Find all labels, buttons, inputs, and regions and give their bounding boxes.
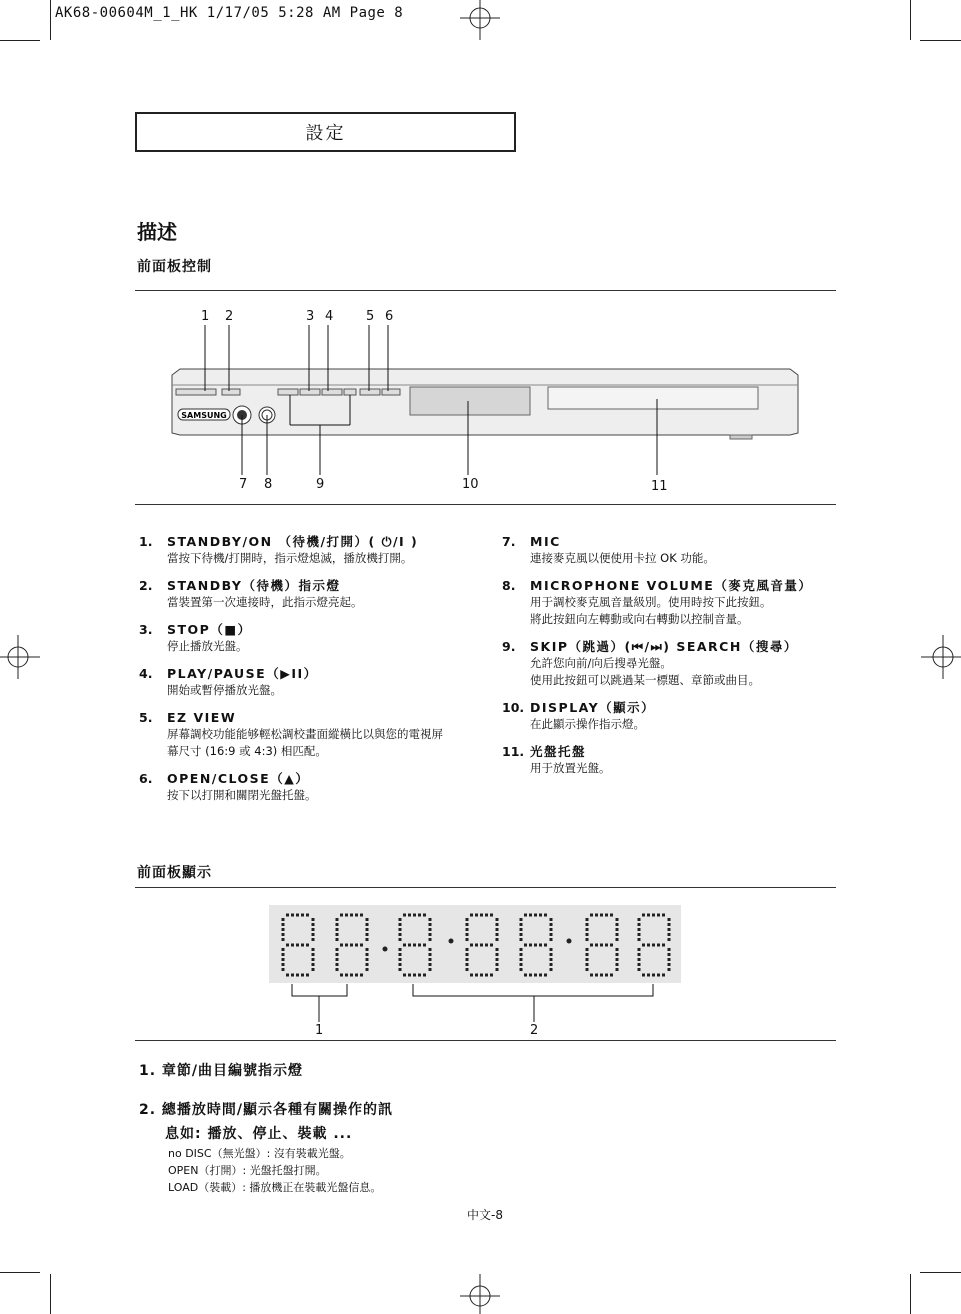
list-item: 9. SKIP（跳過）(⏮/⏭) SEARCH（搜尋） 允許您向前/向后搜尋光盤。 使用此按鈕可以跳過某一標題、章節或曲目。 (502, 639, 798, 687)
seven-segment-display-diagram (269, 905, 681, 985)
callout-11: 11 (651, 479, 668, 494)
callout-5: 5 (366, 309, 375, 324)
registration-mark-top (455, 0, 505, 40)
callout-8: 8 (264, 477, 273, 492)
controls-list-right (502, 533, 842, 777)
callout-1: 1 (201, 309, 210, 324)
controls-list-left (139, 533, 489, 804)
registration-mark-left (0, 630, 40, 684)
divider (135, 504, 836, 505)
crop-mark (910, 1274, 911, 1314)
registration-mark-bottom (455, 1274, 505, 1314)
list-item: 7. MIC 連接麥克風以便使用卡拉 OK 功能。 (502, 534, 715, 565)
note-line: no DISC（無光盤）: 沒有裝載光盤。 (168, 1147, 351, 1160)
divider (135, 887, 836, 888)
crop-mark (50, 1274, 51, 1314)
display-item-1: 1. 章節/曲目編號指示燈 (139, 1063, 304, 1079)
list-item: 8. MICROPHONE VOLUME（麥克風音量） 用于調校麥克風音量級別。使用時按下此按鈕。 將此按鈕向左轉動或向右轉動以控制音量。 (502, 578, 813, 626)
list-item: 3. STOP（■） 停止播放光盤。 (139, 622, 252, 653)
list-item: 5. EZ VIEW 屏幕調校功能能够輕松調校畫面縱橫比以與您的電視屏 幕尺寸 (16:9 或 4:3) 相匹配。 (139, 710, 443, 758)
crop-mark (920, 40, 961, 41)
callout-4: 4 (325, 309, 334, 324)
note-line: LOAD（裝載）: 播放機正在裝載光盤信息。 (168, 1181, 382, 1194)
display-notes (168, 1145, 381, 1196)
callout-3: 3 (306, 309, 315, 324)
crop-mark (0, 1272, 40, 1273)
registration-mark-right (921, 630, 961, 684)
crop-mark (920, 1272, 961, 1273)
list-item: 4. PLAY/PAUSE（▶II） 開始或暫停播放光盤。 (139, 666, 318, 697)
crop-mark (50, 0, 51, 40)
list-item: 10. DISPLAY（顯示） 在此顯示操作指示燈。 (502, 700, 656, 731)
callout-10: 10 (462, 477, 479, 492)
callout-7: 7 (239, 477, 248, 492)
print-header: AK68-00604M_1_HK 1/17/05 5:28 AM Page 8 (55, 5, 404, 21)
front-panel-heading: 前面板控制 (137, 259, 212, 275)
display-callout-brackets (285, 982, 665, 1022)
display-callout-2: 2 (530, 1023, 539, 1038)
crop-mark (910, 0, 911, 40)
list-item: 1. STANDBY/ON （待機/打開）( ⏻/I ) 當按下待機/打開時，指示燈熄滅，播放機打開。 (139, 534, 419, 565)
page-title: 描述 (137, 220, 177, 244)
brand-logo: SAMSUNG (181, 411, 227, 420)
section-title-box (135, 112, 516, 152)
note-line: OPEN（打開）: 光盤托盤打開。 (168, 1164, 327, 1177)
front-display-heading: 前面板顯示 (137, 865, 212, 881)
list-item: 2. STANDBY（待機）指示燈 當裝置第一次連接時，此指示燈亮起。 (139, 578, 363, 609)
callout-9: 9 (316, 477, 325, 492)
section-title: 設定 (305, 123, 346, 144)
display-item-2-cont: 息如: 播放、停止、裝載 ... (165, 1126, 353, 1142)
list-item: 6. OPEN/CLOSE（▲） 按下以打開和關閉光盤托盤。 (139, 771, 317, 802)
crop-mark (0, 40, 40, 41)
divider (135, 1040, 836, 1041)
list-item: 11. 光盤托盤 用于放置光盤。 (502, 744, 611, 775)
dvd-player-front-panel-diagram (160, 325, 810, 485)
callout-6: 6 (385, 309, 394, 324)
callout-2: 2 (225, 309, 234, 324)
page-number: 中文-8 (467, 1208, 503, 1222)
display-callout-1: 1 (315, 1023, 324, 1038)
display-item-2: 2. 總播放時間/顯示各種有關操作的訊 (139, 1102, 394, 1118)
divider (135, 290, 836, 291)
